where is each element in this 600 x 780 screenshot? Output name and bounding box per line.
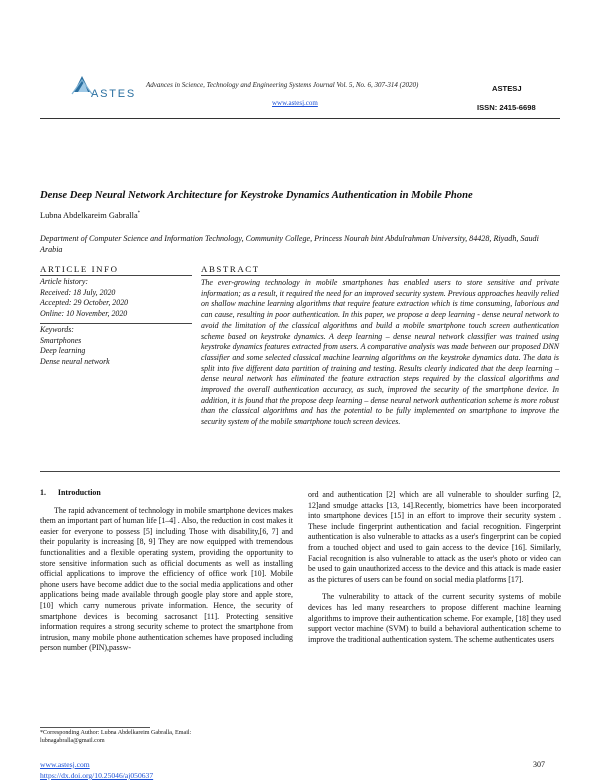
abstract-text: The ever-growing technology in mobile smartphones has enabled users to store sensitive and private information; as a result, it required the need for an improved security system. Previous approaches heavily relied on shallow machine learning algorithms that require feature extraction which is time consuming, laborious and can cause, resulting in poor authentication. In this paper, we propose a deep learning - dense neural network to avoid the limitation of the classical algorithms and build a mobile smartphone touch screen authentication scheme based on keystroke dynamics. A deep learning – dense neural network classifier was trained using keystroke dynamics features extracted from users. A comparative analysis was made between our proposed DNN classifier and some selected classical machine learning algorithms on the keystroke dynamics data. The data is split into five different data partition of training and testing. Results clearly indicated that the deep learning – dense neural network has eliminated the feature extraction steps required by the classical algorithms and improved the overall authentication accuracy, as such, improved the security of the smartphone device. In addition, it is found that the propose deep learning – dense neural network authentication scheme is more robust than the classical algorithms and has the potential to be fully implemented on smartphone to improve the security system of the mobile smartphone touch screen devices. [201,278,559,427]
affiliation: Department of Computer Science and Information Technology, Community College, Princess Nourah bint Abdulrahman University, 84428, Riyadh, Saudi Arabia [40,234,539,254]
logo-text: ASTES [91,88,137,100]
footnote-rule [40,727,150,728]
section-title: Introduction [57,488,101,497]
keywords [40,325,190,368]
keyword-item: Dense neural network [40,357,110,367]
history-label: Article history: [40,277,88,286]
footer-site-link[interactable]: www.astesj.com [40,760,90,769]
left-column [40,488,293,654]
history-online: Online: 10 November, 2020 [40,309,128,319]
history-received: Received: 18 July, 2020 [40,287,116,297]
paragraph: The vulnerability to attack of the current security systems of mobile devices has led many researchers to propose different machine learning algorithms to improve their authentication scheme. For example, [18] they used support vector machine (SVM) to build a behavioral authentication scheme to improve the traditional authentication system. The scheme authenticates users [308,592,561,644]
abstract-heading: ABSTRACT [201,264,260,274]
issn: ISSN: 2415-6698 [477,103,536,112]
abstract-bottom-rule [40,471,560,472]
paragraph: ord and authentication [2] which are all vulnerable to shoulder surfing [2, 12]and smudge attacks [13, 14].Recently, biometrics have been incorporated into smartphone devices [15] in an effort to improve their security system . These include fingerprint authentication and facial recognition. Fingerprint authentication is also vulnerable to attacks as a user's fingerprint can be copied from a touched object and used to gain access to the device [16]. Similarly, Facial recognition is also vulnerable to attack as the user's photo or video can be used to gain unauthorized access to the device and this attack is made easier as the pictures of users can be found on social media platforms [17]. [308,490,561,584]
author-name: Lubna Abdelkareim Gabralla [40,211,138,220]
header-divider [40,118,560,119]
journal-brand: ASTESJ [492,84,522,93]
paragraph: The rapid advancement of technology in mobile smartphone devices makes them an important part of human life [1–4] . Also, the reduction in cost makes it easier for everyone to possess [5] including Those with disability,[6, 7] and their popularity is increasing [8, 9] They are now equipped with tremendous functionalities and a flexible operating system, providing the opportunity to store sensitive information such as official documents as well as installing official applications to improve the efficiency of office work [10]. Mobile phone users have become addict due to the social media applications and other applications being made available through google play store and apple store, [10] which carry numerous private information. Hence, the security of smartphone devices is becoming sacrosanct [11]. Protecting sensitive information requires a strong security scheme to protect the smartphone from intrusion, many mobile phone authentication schemes have proposed including person number (PIN),passw- [40,505,293,653]
history-accepted: Accepted: 29 October, 2020 [40,298,129,308]
keyword-item: Deep learning [40,346,86,356]
keyword-item: Smartphones [40,335,82,345]
article-history [40,277,190,320]
footer-doi-link[interactable]: https://dx.doi.org/10.25046/aj050637 [40,771,154,780]
journal-link[interactable]: www.astesj.com [272,99,318,107]
footnote-author: *Corresponding Author: Lubna Abdelkareim Gabralla, Email: [40,730,192,736]
journal-citation: Advances in Science, Technology and Engineering Systems Journal Vol. 5, No. 6, 307-314 (2020) [146,81,419,89]
right-column [308,490,561,645]
article-info-heading: ARTICLE INFO [40,264,119,274]
page-number: 307 [533,760,545,769]
footnote [40,729,300,745]
keywords-rule [40,323,192,324]
keywords-label: Keywords: [40,325,74,334]
author [40,211,140,220]
section-number: 1. [40,488,46,497]
article-info-rule [40,275,192,276]
abstract-rule [201,275,560,276]
footnote-email: lubnagabralla@gmail.com [40,738,105,744]
paper-title: Dense Deep Neural Network Architecture for Keystroke Dynamics Authentication in Mobile Phone [40,190,473,201]
author-mark: * [137,211,141,217]
section-heading [40,488,293,499]
